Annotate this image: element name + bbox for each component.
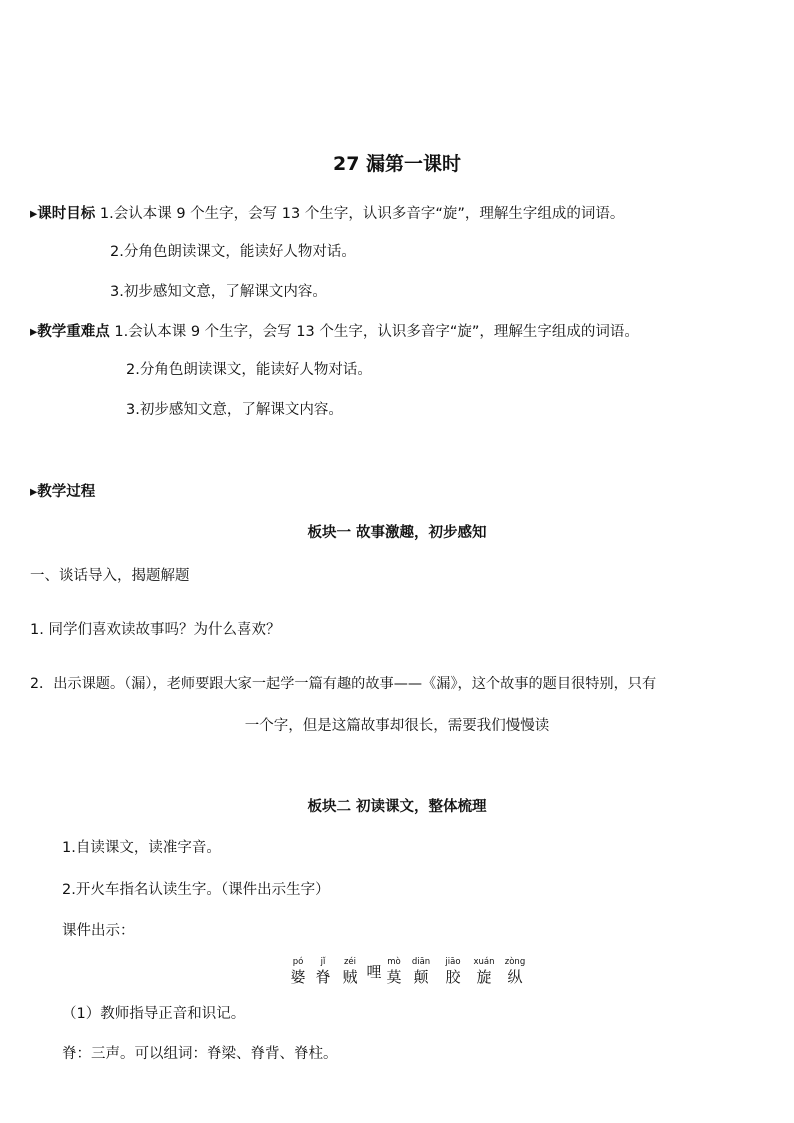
pinyin: zòng [504,957,526,967]
section1-question-1: 1. 同学们喜欢读故事吗？为什么喜欢？ [30,622,281,638]
section1-heading: 板块一 故事激趣，初步感知 [307,525,487,541]
section1-question-2-line-2: 一个字，但是这篇故事却很长，需要我们慢慢读 [244,718,550,734]
ji-note: 脊：三声。可以组词：脊梁、脊背、脊柱。 [62,1046,338,1062]
hanzi: 颠 [413,968,429,986]
section1-question-2-line-1: 2．出示课题。（漏），老师要跟大家一起学一篇有趣的故事——《漏》，这个故事的题目很特别，只有 [30,676,657,692]
objective-item-1: 1.会认本课 9 个生字，会写 13 个生字，认识多音字“旋”，理解生字组成的词语。 [99,206,625,222]
hanzi: 婆 [290,968,306,986]
hanzi: 胶 [445,968,461,986]
guide-note: （1）教师指导正音和识记。 [62,1006,246,1022]
objective-item-2: 2.分角色朗读课文，能读好人物对话。 [110,244,356,260]
hanzi: 旋 [476,968,492,986]
char-jiao [437,957,469,987]
pinyin: mò [387,957,401,967]
char-dian [405,957,437,987]
hanzi: 脊 [315,968,331,986]
key-point-item-2: 2.分角色朗读课文，能读好人物对话。 [126,362,372,378]
hanzi: 纵 [507,968,523,986]
courseware-label: 课件出示： [62,923,135,939]
pinyin: jiāo [445,957,461,967]
page-title: 27 漏第一课时 [332,153,462,175]
key-points-label: ▸教学重难点 [30,324,110,340]
char-zong [499,957,531,987]
section1-subheading: 一、谈话导入，揭题解题 [30,568,190,584]
key-point-item-1: 1.会认本课 9 个生字，会写 13 个生字，认识多音字“旋”，理解生字组成的词语。 [114,324,639,340]
objectives-label: ▸课时目标 [30,206,96,222]
objectives-line-1 [30,204,624,224]
pinyin: zéi [343,957,357,967]
pinyin: diān [411,957,431,967]
pinyin: jǐ [320,957,326,967]
process-label: ▸教学过程 [30,484,96,500]
objective-item-3: 3.初步感知文意，了解课文内容。 [110,284,327,300]
key-points-line-1 [30,322,639,342]
section2-heading: 板块二 初读课文，整体梳理 [307,799,487,815]
section2-step-2: 2.开火车指名认读生字。（课件出示生字） [62,882,330,898]
hanzi: 贼 [342,968,358,986]
hanzi: 莫 [386,968,402,986]
key-point-item-3: 3.初步感知文意，了解课文内容。 [126,402,343,418]
hanzi: 哩 [366,963,382,981]
section2-step-1: 1.自读课文，读准字音。 [62,840,221,856]
char-xuan [468,957,500,987]
pinyin: xuán [473,957,495,967]
new-characters-row [0,957,794,991]
pinyin: pó [292,957,304,967]
